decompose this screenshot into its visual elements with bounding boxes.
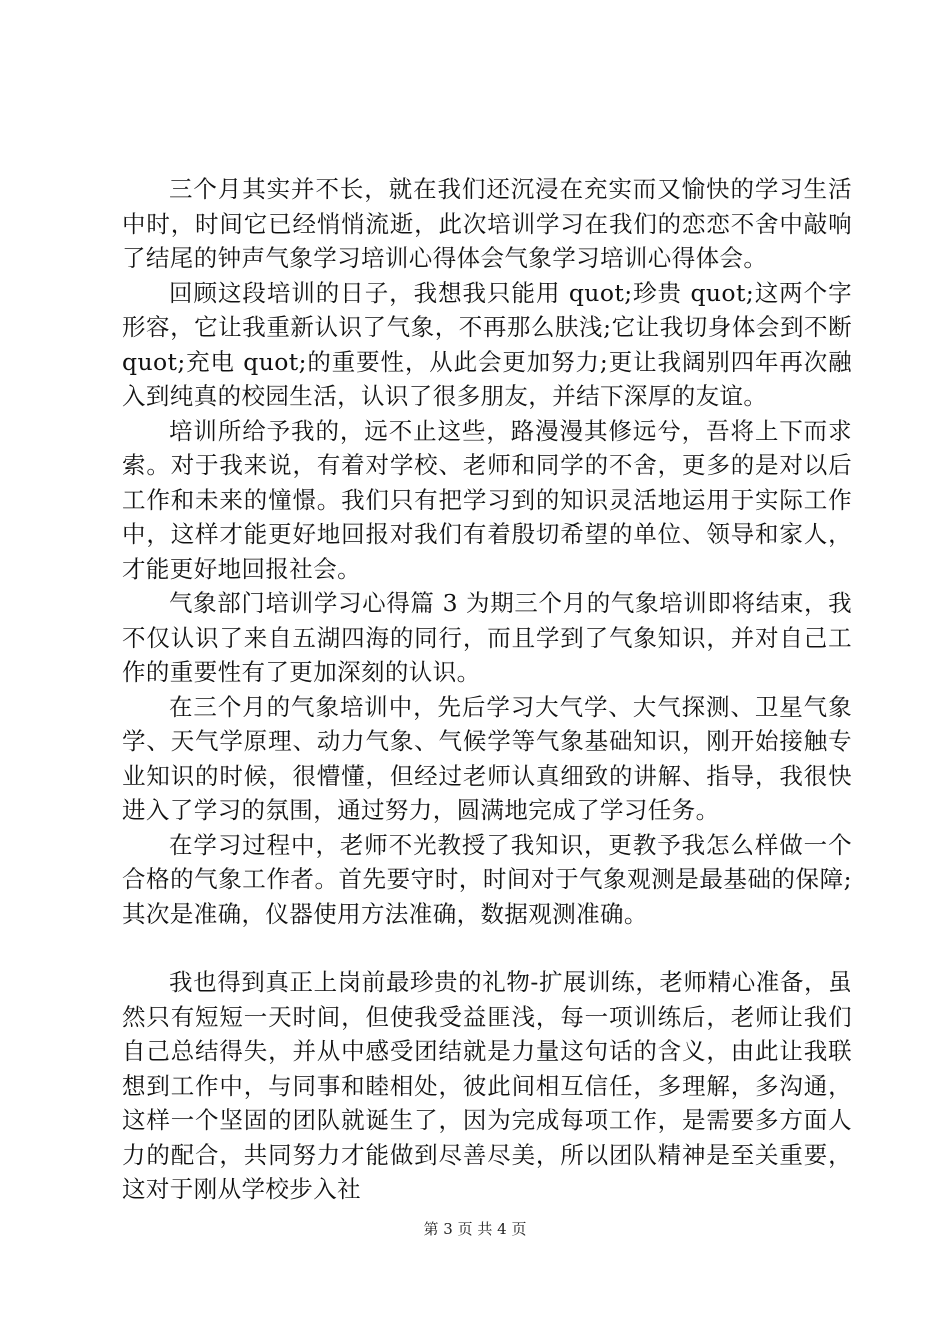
paragraph: 三个月其实并不长，就在我们还沉浸在充实而又愉快的学习生活中时，时间它已经悄悄流逝，此次培训学习在我们的恋恋不舍中敲响了结尾的钟声气象学习培训心得体会气象学习培训心得体会。 <box>122 175 852 272</box>
paragraph-group-a <box>122 172 852 931</box>
paragraph: 在学习过程中，老师不光教授了我知识，更教予我怎么样做一个合格的气象工作者。首先要守时，时间对于气象观测是最基础的保障;其次是准确，仪器使用方法准确，数据观测准确。 <box>122 830 852 928</box>
paragraph: 回顾这段培训的日子，我想我只能用 quot;珍贵 quot;这两个字形容，它让我重新认识了气象，不再那么肤浅;它让我切身体会到不断 quot;充电 quot;的重要性，从此会更加努力;更让我阔别四年再次融入到纯真的校园生活，认识了很多朋友，并结下深厚的友谊。 <box>122 278 852 410</box>
document-body <box>122 172 852 1207</box>
paragraph: 在三个月的气象培训中，先后学习大气学、大气探测、卫星气象学、天气学原理、动力气象、气候学等气象基础知识，刚开始接触专业知识的时候，很懵懂，但经过老师认真细致的讲解、指导，我很快进入了学习的氛围，通过努力，圆满地完成了学习任务。 <box>122 692 852 824</box>
paragraph: 培训所给予我的，远不止这些，路漫漫其修远兮，吾将上下而求索。对于我来说，有着对学校、老师和同学的不舍，更多的是对以后工作和未来的憧憬。我们只有把学习到的知识灵活地运用于实际工作中，这样才能更好地回报对我们有着殷切希望的单位、领导和家人，才能更好地回报社会。 <box>122 416 852 583</box>
paragraph: 气象部门培训学习心得篇 3 为期三个月的气象培训即将结束，我不仅认识了来自五湖四海的同行，而且学到了气象知识，并对自己工作的重要性有了更加深刻的认识。 <box>122 589 852 686</box>
page-number-footer: 第 3 页 共 4 页 <box>423 1220 527 1238</box>
paragraph-spacer <box>122 931 852 965</box>
paragraph: 我也得到真正上岗前最珍贵的礼物-扩展训练，老师精心准备，虽然只有短短一天时间，但使我受益匪浅，每一项训练后，老师让我们自己总结得失，并从中感受团结就是力量这句话的含义，由此让我联想到工作中，与同事和睦相处，彼此间相互信任，多理解，多沟通，这样一个坚固的团队就诞生了，因为完成每项工作，是需要多方面人力的配合，共同努力才能做到尽善尽美，所以团队精神是至关重要，这对于刚从学校步入社 <box>122 968 852 1203</box>
paragraph-group-b <box>122 965 852 1207</box>
